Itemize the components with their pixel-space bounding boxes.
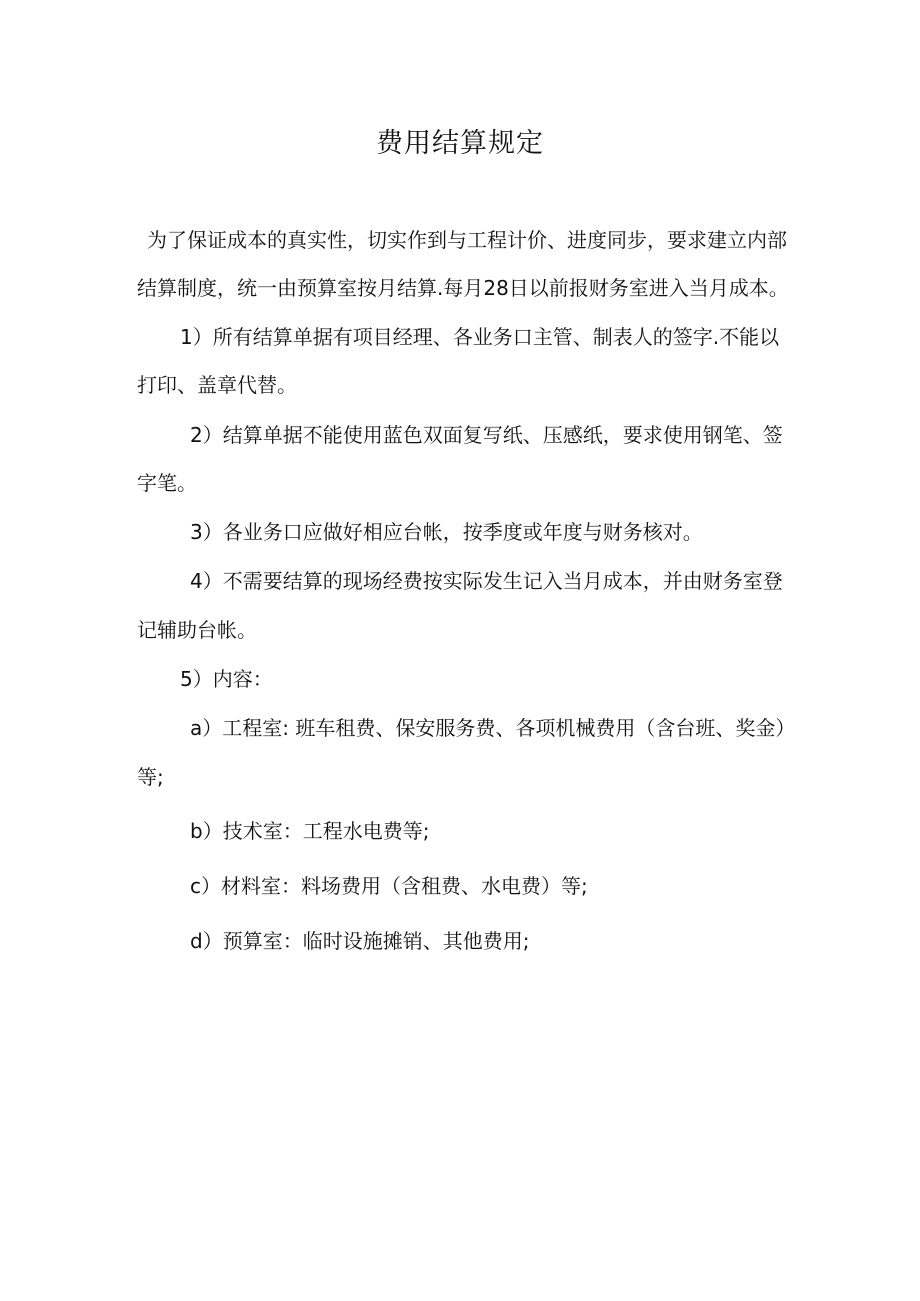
item-2-line-2: 字笔。 [137, 471, 197, 495]
item-4-line-1: 4）不需要结算的现场经费按实际发生记入当月成本，并由财务室登 [190, 569, 783, 593]
document-title: 费用结算规定 [376, 128, 544, 159]
item-4-line-2: 记辅助台帐。 [137, 618, 257, 642]
intro-line-2: 结算制度，统一由预算室按月结算.每月28日以前报财务室进入当月成本。 [137, 276, 789, 300]
item-2-line-1: 2）结算单据不能使用蓝色双面复写纸、压感纸，要求使用钢笔、签 [190, 423, 783, 447]
item-5-heading: 5）内容： [180, 667, 273, 691]
content-a-line-1: a）工程室: 班车租费、保安服务费、各项机械费用（含台班、奖金） [190, 716, 796, 740]
content-b-line: b）技术室：工程水电费等; [190, 819, 430, 843]
content-a-line-2: 等; [137, 765, 164, 789]
content-d-line: d）预算室：临时设施摊销、其他费用; [190, 929, 530, 953]
intro-line-1: 为了保证成本的真实性，切实作到与工程计价、进度同步，要求建立内部 [147, 228, 787, 252]
item-1-line-1: 1）所有结算单据有项目经理、各业务口主管、制表人的签字.不能以 [180, 325, 780, 349]
item-3-line-1: 3）各业务口应做好相应台帐，按季度或年度与财务核对。 [190, 520, 703, 544]
item-1-line-2: 打印、盖章代替。 [137, 373, 297, 397]
content-c-line: c）材料室：料场费用（含租费、水电费）等; [190, 874, 588, 898]
